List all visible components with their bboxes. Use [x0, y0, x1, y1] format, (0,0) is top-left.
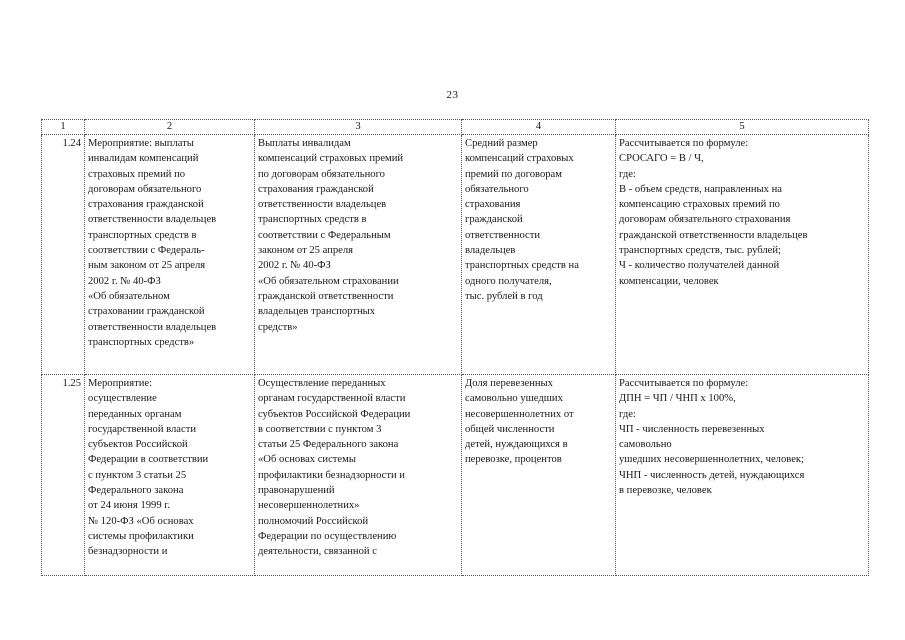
cell-text-line: Рассчитывается по формуле: — [619, 378, 749, 389]
cell-text-line: «Об обязательном страховании — [258, 275, 399, 287]
cell-text-line: в перевозке, человек — [619, 485, 712, 497]
cell-text-line: общей численности — [465, 423, 555, 435]
cell-text-line: государственной власти — [88, 423, 197, 435]
table-header-row — [42, 120, 869, 135]
cell-text-line: транспортных средств в — [88, 229, 197, 241]
cell-text-line: договорам обязательного страхования — [619, 214, 791, 226]
cell-text-line: безнадзорности и — [88, 546, 168, 558]
header-cell-5: 5 — [616, 120, 869, 135]
cell-text-line: транспортных средств в — [258, 214, 367, 226]
formula-cell — [616, 135, 869, 375]
cell-text-line: средств» — [258, 321, 298, 333]
page-number: 23 — [446, 89, 459, 101]
header-cell-4: 4 — [462, 120, 616, 135]
cell-text-line: компенсаций страховых — [465, 153, 574, 165]
cell-text-line: статьи 25 Федерального закона — [258, 439, 399, 451]
cell-text-line: соответствии с Федеральным — [258, 229, 391, 241]
cell-text-line: страховании гражданской — [88, 306, 205, 318]
cell-text-line: ным законом от 25 апреля — [88, 260, 206, 272]
indicators-table — [41, 119, 869, 576]
cell-text-line: с пунктом 3 статьи 25 — [88, 469, 187, 481]
cell-text-line: транспортных средств» — [88, 336, 195, 348]
cell-text-line: гражданской ответственности владельцев — [619, 229, 808, 241]
cell-text-line: Федерации по осуществлению — [258, 530, 397, 542]
cell-text-line: инвалидам компенсаций — [88, 153, 199, 165]
cell-text-line: ЧП - численность перевезенных — [619, 423, 765, 435]
cell-text-line: СРОСАГО = В / Ч, — [619, 153, 704, 165]
cell-text-line: законом от 25 апреля — [258, 245, 353, 257]
cell-text-line: системы профилактики — [88, 530, 194, 542]
header-cell-3: 3 — [255, 120, 462, 135]
cell-text-line: ответственности владельцев — [88, 321, 217, 333]
cell-text-line: ответственности владельцев — [88, 214, 217, 226]
cell-text-line: где: — [619, 408, 636, 420]
cell-text-line: ушедших несовершеннолетних, человек; — [619, 454, 805, 466]
indicator-cell — [462, 135, 616, 375]
cell-text-line: 2002 г. № 40-ФЗ — [88, 275, 161, 287]
cell-text-line: владельцев — [465, 245, 516, 257]
cell-text-line: одного получателя, — [465, 275, 552, 287]
cell-text-line: Выплаты инвалидам — [258, 138, 351, 149]
cell-text-line: транспортных средств на — [465, 260, 579, 272]
row-number: 1.24 — [42, 135, 85, 375]
cell-text-line: где: — [619, 168, 636, 180]
cell-text-line: в соответствии с пунктом 3 — [258, 423, 382, 435]
cell-text-line: владельцев транспортных — [258, 306, 376, 318]
cell-text-line: Мероприятие: — [88, 378, 153, 389]
cell-text-line: Рассчитывается по формуле: — [619, 138, 749, 149]
table-row — [42, 375, 869, 576]
cell-text-line: полномочий Российской — [258, 515, 369, 527]
cell-text-line: компенсации, человек — [619, 275, 719, 287]
cell-text-line: страхования — [465, 199, 521, 211]
indicator-cell — [462, 375, 616, 576]
cell-text-line: ответственности владельцев — [258, 199, 387, 211]
cell-text-line: № 120-ФЗ «Об основах — [88, 515, 194, 527]
cell-text-line: ЧНП - численность детей, нуждающихся — [619, 469, 805, 481]
cell-text-line: субъектов Российской — [88, 439, 188, 451]
cell-text-line: ДПН = ЧП / ЧНП х 100%, — [619, 393, 736, 405]
header-cell-2: 2 — [85, 120, 255, 135]
formula-cell — [616, 375, 869, 576]
cell-text-line: осуществление — [88, 393, 157, 405]
cell-text-line: гражданской ответственности — [258, 290, 394, 302]
measure-cell — [85, 375, 255, 576]
cell-text-line: договорам обязательного — [88, 183, 202, 195]
cell-text-line: гражданской — [465, 214, 523, 226]
table-row — [42, 135, 869, 375]
cell-text-line: самовольно ушедших — [465, 393, 563, 405]
cell-text-line: 2002 г. № 40-ФЗ — [258, 260, 331, 272]
cell-text-line: несовершеннолетних от — [465, 408, 574, 420]
description-cell — [255, 375, 462, 576]
cell-text-line: субъектов Российской Федерации — [258, 408, 411, 420]
cell-text-line: несовершеннолетних» — [258, 500, 360, 512]
cell-text-line: Осуществление переданных — [258, 378, 386, 389]
cell-text-line: Ч - количество получателей данной — [619, 260, 780, 272]
cell-text-line: страхования гражданской — [88, 199, 204, 211]
cell-text-line: Федерации в соответствии — [88, 454, 209, 466]
cell-text-line: переданных органам — [88, 408, 182, 420]
cell-text-line: компенсаций страховых премий — [258, 153, 404, 165]
cell-text-line: Федерального закона — [88, 485, 184, 497]
cell-text-line: профилактики безнадзорности и — [258, 469, 405, 481]
cell-text-line: деятельности, связанной с — [258, 546, 377, 558]
cell-text-line: перевозке, процентов — [465, 454, 562, 466]
cell-text-line: тыс. рублей в год — [465, 290, 543, 302]
cell-text-line: премий по договорам — [465, 168, 562, 180]
cell-text-line: Средний размер — [465, 138, 538, 149]
cell-text-line: компенсацию страховых премий по — [619, 199, 780, 211]
cell-text-line: по договорам обязательного — [258, 168, 385, 180]
row-number: 1.25 — [42, 375, 85, 576]
cell-text-line: обязательного — [465, 183, 529, 195]
cell-text-line: В - объем средств, направленных на — [619, 183, 782, 195]
cell-text-line: от 24 июня 1999 г. — [88, 500, 171, 512]
cell-text-line: детей, нуждающихся в — [465, 439, 568, 451]
cell-text-line: самовольно — [619, 439, 672, 451]
header-cell-1: 1 — [42, 120, 85, 135]
description-cell — [255, 135, 462, 375]
cell-text-line: органам государственной власти — [258, 393, 406, 405]
cell-text-line: ответственности — [465, 229, 541, 241]
measure-cell — [85, 135, 255, 375]
cell-text-line: правонарушений — [258, 485, 335, 497]
cell-text-line: транспортных средств, тыс. рублей; — [619, 245, 781, 257]
cell-text-line: страховых премий по — [88, 168, 186, 180]
cell-text-line: «Об основах системы — [258, 454, 356, 466]
cell-text-line: соответствии с Федераль- — [88, 245, 205, 257]
cell-text-line: Мероприятие: выплаты — [88, 138, 194, 149]
cell-text-line: «Об обязательном — [88, 290, 170, 302]
cell-text-line: Доля перевезенных — [465, 378, 553, 389]
cell-text-line: страхования гражданской — [258, 183, 374, 195]
